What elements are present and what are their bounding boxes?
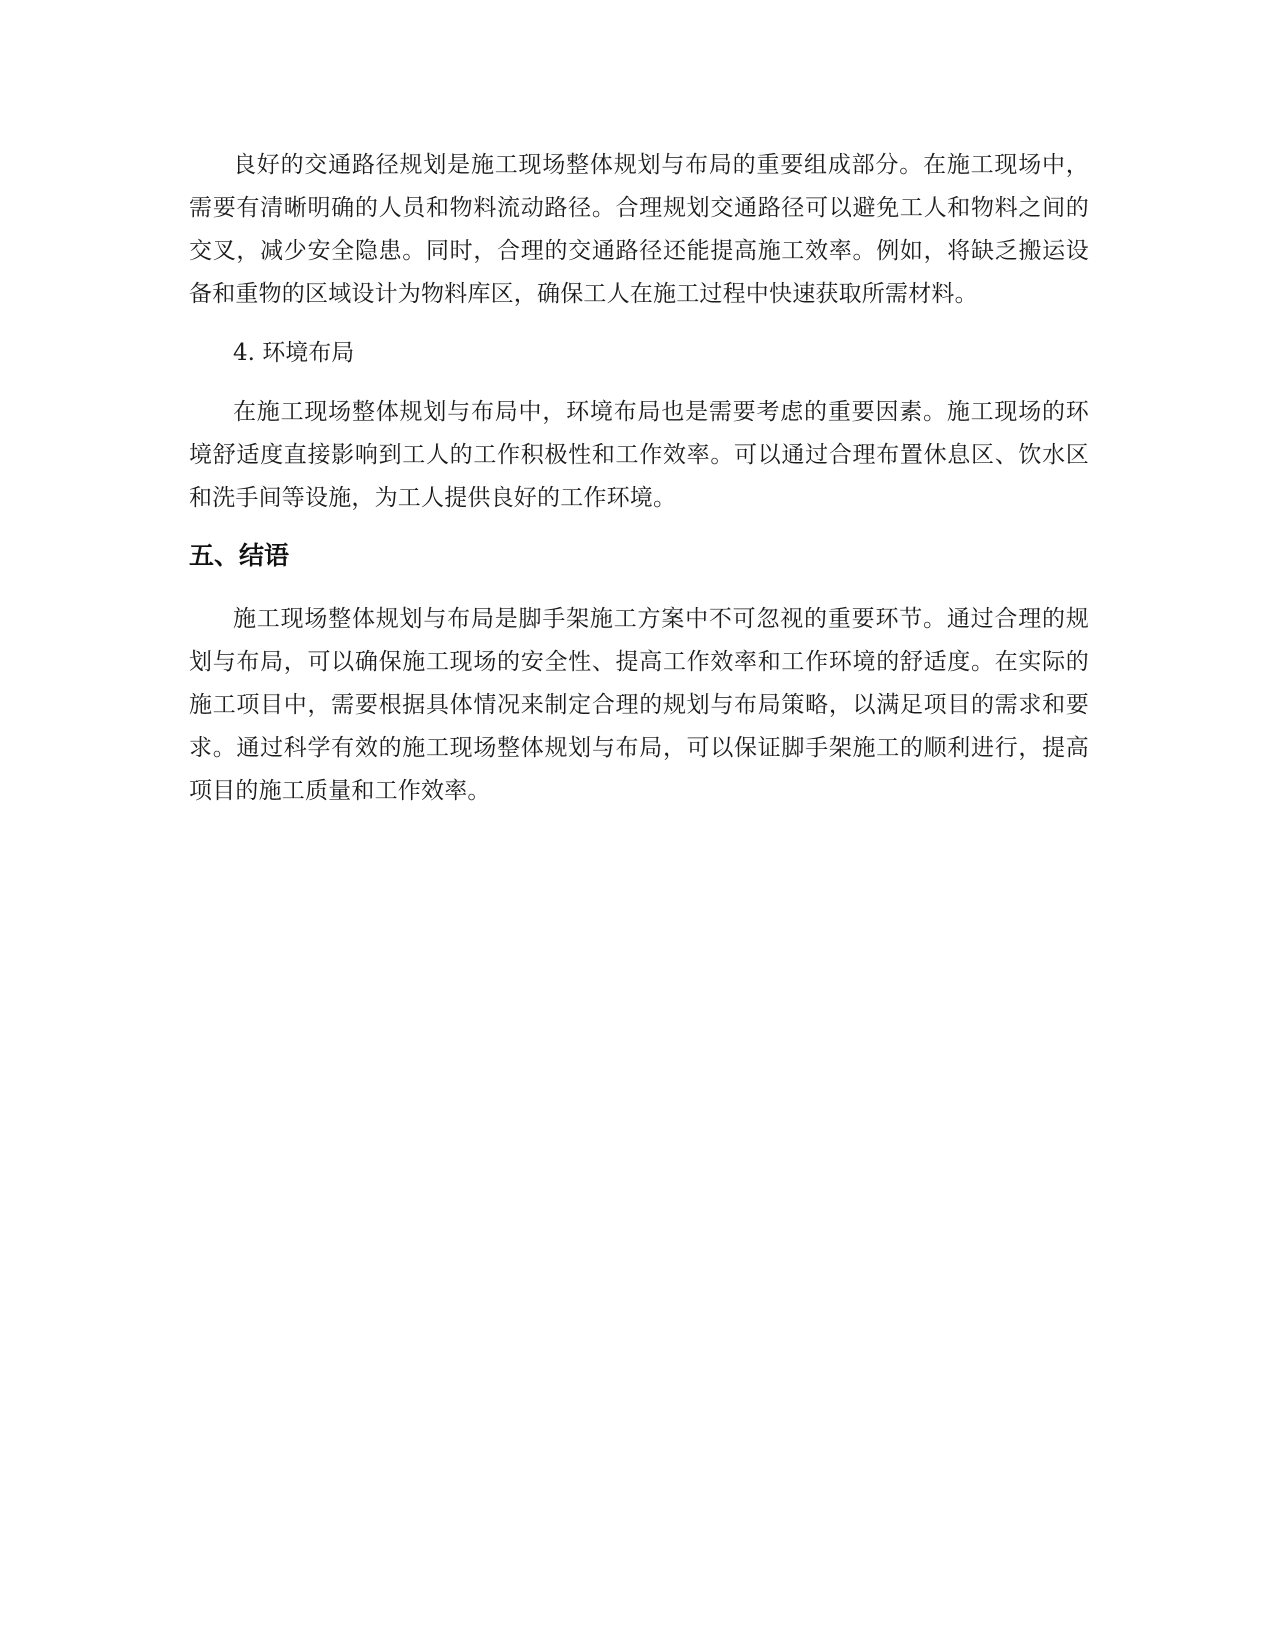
document-body bbox=[189, 144, 1089, 813]
paragraph-conclusion: 施工现场整体规划与布局是脚手架施工方案中不可忽视的重要环节。通过合理的规划与布局，可以确保施工现场的安全性、提高工作效率和工作环境的舒适度。在实际的施工项目中，需要根据具体情况来制定合理的规划与布局策略，以满足项目的需求和要求。通过科学有效的施工现场整体规划与布局，可以保证脚手架施工的顺利进行，提高项目的施工质量和工作效率。 bbox=[189, 606, 1089, 804]
subheading-environment-layout: 4. 环境布局 bbox=[233, 340, 355, 366]
paragraph-traffic-planning: 良好的交通路径规划是施工现场整体规划与布局的重要组成部分。在施工现场中，需要有清晰明确的人员和物料流动路径。合理规划交通路径可以避免工人和物料之间的交叉，减少安全隐患。同时，合理的交通路径还能提高施工效率。例如，将缺乏搬运设备和重物的区域设计为物料库区，确保工人在施工过程中快速获取所需材料。 bbox=[189, 152, 1089, 307]
paragraph-environment-layout: 在施工现场整体规划与布局中，环境布局也是需要考虑的重要因素。施工现场的环境舒适度直接影响到工人的工作积极性和工作效率。可以通过合理布置休息区、饮水区和洗手间等设施，为工人提供良好的工作环境。 bbox=[189, 399, 1089, 511]
section-title-conclusion: 五、结语 bbox=[189, 541, 290, 570]
